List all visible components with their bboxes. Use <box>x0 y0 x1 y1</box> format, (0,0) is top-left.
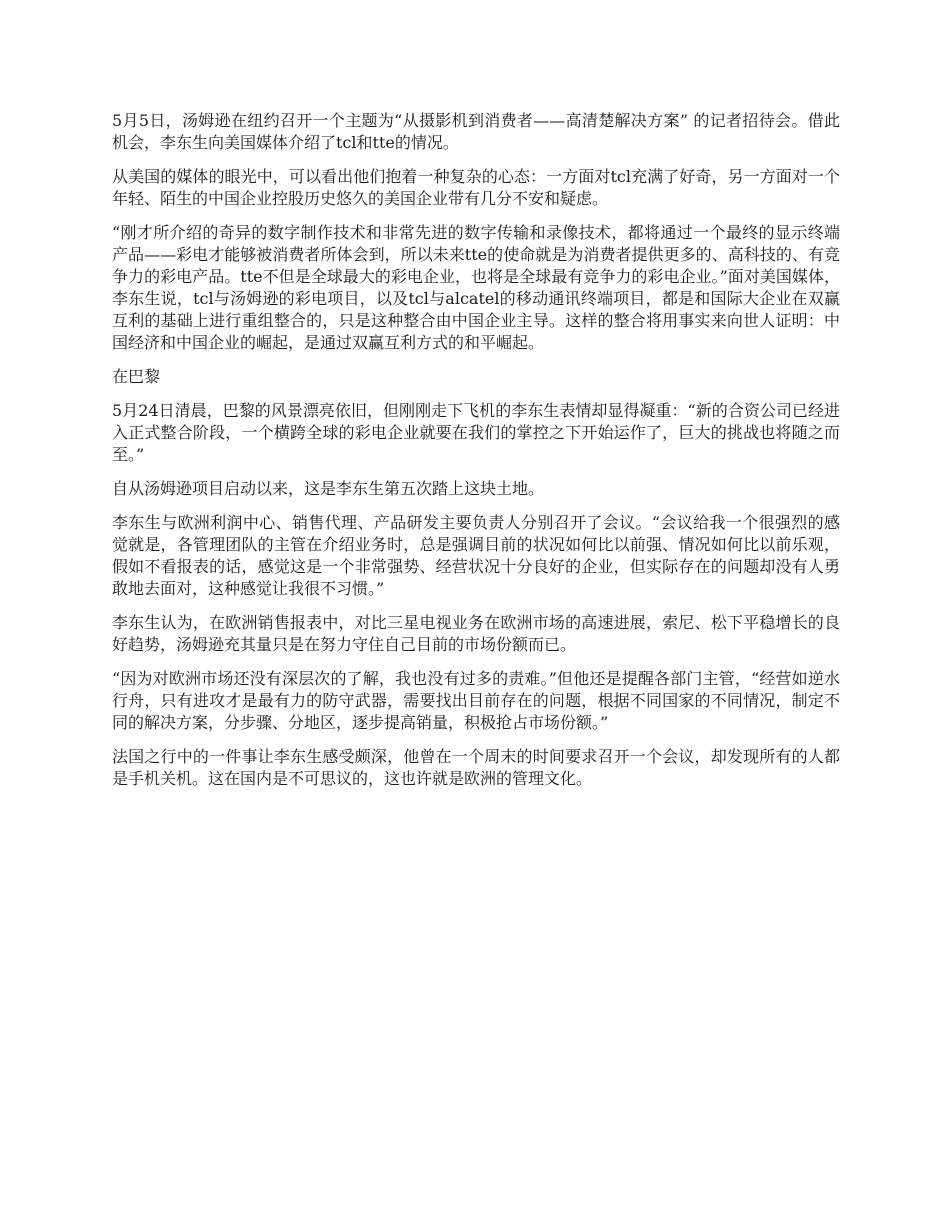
paragraph-management-meetings: 李东生与欧洲利润中心、销售代理、产品研发主要负责人分别召开了会议。“会议给我一个很强烈的感觉就是，各管理团队的主管在介绍业务时，总是强调目前的状况如何比以前强、情况如何比以前乐观，假如不看报表的话，感觉这是一个非常强势、经营状况十分良好的企业，但实际存在的问题却没有人勇敢地去面对，这种感觉让我很不习惯。” <box>112 513 840 598</box>
paragraph-management-culture: 法国之行中的一件事让李东生感受颇深，他曾在一个周末的时间要求召开一个会议，却发现所有的人都是手机关机。这在国内是不可思议的，这也许就是欧洲的管理文化。 <box>112 747 840 788</box>
paragraph-market-share-advice: “因为对欧洲市场还没有深层次的了解，我也没有过多的责难。”但他还是提醒各部门主管，“经营如逆水行舟，只有进攻才是最有力的防守武器，需要找出目前存在的问题，根据不同国家的不同情况，制定不同的解决方案，分步骤、分地区，逐步提高销量，积极抢占市场份额。” <box>112 669 840 732</box>
paragraph-quote-tte-mission: “刚才所介绍的奇异的数字制作技术和非常先进的数字传输和录像技术，都将通过一个最终的显示终端产品——彩电才能够被消费者所体会到，所以未来tte的使命就是为消费者提供更多的、高科技的、有竞争力的彩电产品。tte不但是全球最大的彩电企业，也将是全球最有竞争力的彩电企业。”面对美国媒体，李东生说，tcl与汤姆逊的彩电项目，以及tcl与alcatel的移动通讯终端项目，都是和国际大企业在双赢互利的基础上进行重组整合的，只是这种整合由中国企业主导。这样的整合将用事实来向世人证明：中国经济和中国企业的崛起，是通过双赢互利方式的和平崛起。 <box>112 223 840 352</box>
paragraph-fifth-visit: 自从汤姆逊项目启动以来，这是李东生第五次踏上这块土地。 <box>112 479 545 498</box>
section-heading-paris: 在巴黎 <box>112 367 161 386</box>
paragraph-new-york-press: 5月5日，汤姆逊在纽约召开一个主题为“从摄影机到消费者——高清楚解决方案” 的记者招待会。借此机会，李东生向美国媒体介绍了tcl和tte的情况。 <box>112 111 840 152</box>
paragraph-us-media-view: 从美国的媒体的眼光中，可以看出他们抱着一种复杂的心态：一方面对tcl充满了好奇，另一方面对一个年轻、陌生的中国企业控股历史悠久的美国企业带有几分不安和疑虑。 <box>112 167 840 208</box>
paragraph-paris-arrival: 5月24日清晨，巴黎的风景漂亮依旧，但刚刚走下飞机的李东生表情却显得凝重：“新的合资公司已经进入正式整合阶段，一个横跨全球的彩电企业就要在我们的掌控之下开始运作了，巨大的挑战也将随之而至。” <box>112 401 840 464</box>
paragraph-sales-report: 李东生认为，在欧洲销售报表中，对比三星电视业务在欧洲市场的高速进展，索尼、松下平稳增长的良好趋势，汤姆逊充其量只是在努力守住自己目前的市场份额而已。 <box>112 613 840 654</box>
document-page <box>112 110 840 802</box>
